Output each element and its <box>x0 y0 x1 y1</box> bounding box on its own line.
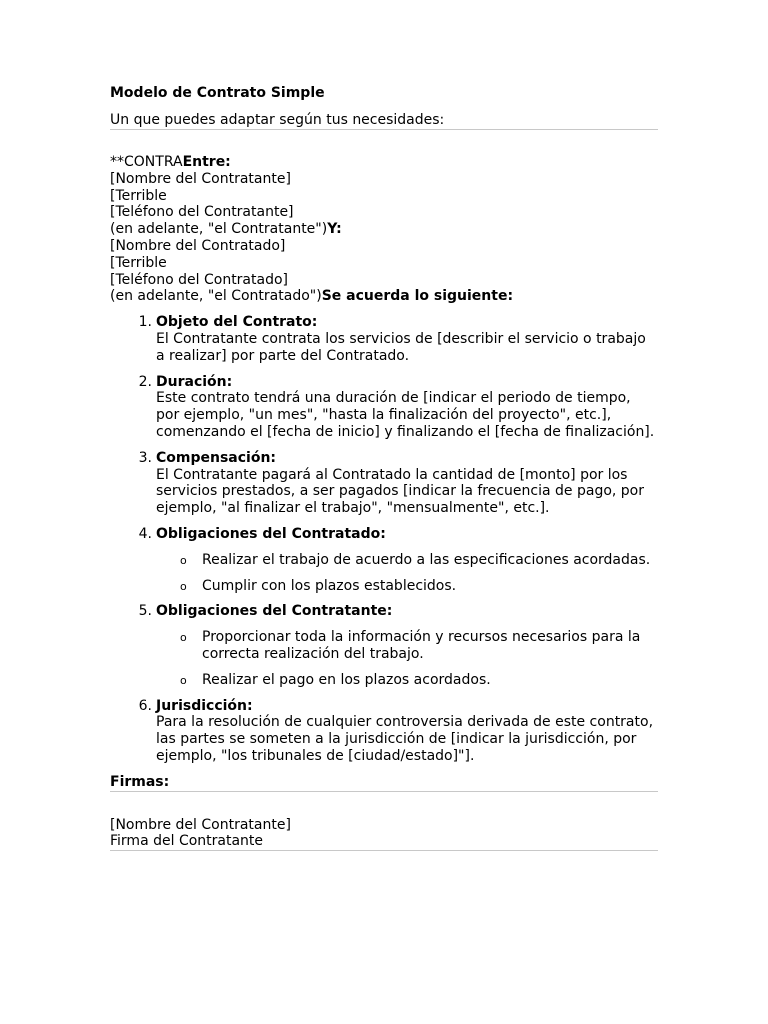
clause-heading: Objeto del Contrato: <box>156 314 318 331</box>
clause-body: El Contratante pagará al Contratado la cantidad de [monto] por los servicios prestados, a ser pagados [indicar la frecuencia de pago, por ejemplo, "al finalizar el trabajo", "mensualmente", etc.]. <box>156 466 645 517</box>
clause-item <box>138 603 658 688</box>
contract-document <box>110 84 658 851</box>
list-item-text: Proporcionar toda la información y recursos necesarios para la correcta realización del trabajo. <box>202 629 641 662</box>
clause-heading: Obligaciones del Contratante: <box>156 603 393 620</box>
list-item <box>180 551 658 569</box>
clause-number: 3. <box>138 449 152 466</box>
contratado-name: [Nombre del Contratado] <box>110 237 286 254</box>
parties-header <box>110 154 658 171</box>
clause-item <box>138 314 658 364</box>
divider <box>110 129 658 130</box>
clause-body: Este contrato tendrá una duración de [indicar el periodo de tiempo, por ejemplo, "un mes", "hasta la finalización del proyecto", etc.], comenzando el [fecha de inicio] y finalizando el [fecha de finalización]. <box>156 390 655 440</box>
clause-heading: Duración: <box>156 373 233 390</box>
agreement-label: Se acuerda lo siguiente: <box>321 288 514 305</box>
contratante-phone: [Teléfono del Contratante] <box>110 204 294 221</box>
contratado-alias-line <box>110 288 658 305</box>
list-item-text: Realizar el pago en los plazos acordados. <box>202 671 491 688</box>
clause-number: 5. <box>138 603 152 620</box>
signature-label: Firma del Contratante <box>110 833 264 850</box>
obligations-list <box>156 629 658 688</box>
parties-block <box>110 154 658 305</box>
clause-number: 6. <box>138 697 152 714</box>
between-label: Entre: <box>182 154 231 170</box>
contratado-phone: [Teléfono del Contratado] <box>110 271 288 288</box>
contratante-alias-line <box>110 221 658 238</box>
contratante-name: [Nombre del Contratante] <box>110 170 291 187</box>
signature-name: [Nombre del Contratante] <box>110 816 291 833</box>
parties-prefix: **CONTRA <box>110 154 183 170</box>
clause-number: 1. <box>138 314 152 331</box>
divider <box>110 791 658 792</box>
obligations-list <box>156 552 658 595</box>
contratado-terrible: [Terrible <box>110 254 167 271</box>
list-item <box>180 671 658 689</box>
clause-body: El Contratante contrata los servicios de [describir el servicio o trabajo a realizar] por parte del Contratado. <box>156 330 646 364</box>
y-label: Y: <box>327 221 342 238</box>
signatures-heading: Firmas: <box>110 773 170 790</box>
clause-item <box>138 697 658 765</box>
clause-number: 2. <box>138 373 152 390</box>
bullet-icon: o <box>180 673 187 687</box>
contratante-alias: (en adelante, "el Contratante") <box>110 221 328 238</box>
clause-item <box>138 525 658 594</box>
bullet-icon: o <box>180 579 187 593</box>
contratado-alias: (en adelante, "el Contratado") <box>110 288 322 305</box>
list-item-text: Realizar el trabajo de acuerdo a las especificaciones acordadas. <box>202 551 651 568</box>
clause-item <box>138 373 658 441</box>
document-intro: Un que puedes adaptar según tus necesidades: <box>110 112 445 128</box>
clause-item <box>138 449 658 517</box>
bullet-icon: o <box>180 553 187 567</box>
signature-block <box>110 817 658 851</box>
clause-body: Para la resolución de cualquier controversia derivada de este contrato, las partes se someten a la jurisdicción de [indicar la jurisdicción, por ejemplo, "los tribunales de [ciudad/estado]"]. <box>156 714 654 764</box>
divider <box>110 850 658 851</box>
clause-heading: Obligaciones del Contratado: <box>156 525 386 542</box>
contratante-terrible: [Terrible <box>110 187 167 204</box>
bullet-icon: o <box>180 631 187 645</box>
clauses-list <box>110 314 658 765</box>
clause-heading: Jurisdicción: <box>156 697 253 714</box>
document-title: Modelo de Contrato Simple <box>110 85 325 101</box>
list-item-text: Cumplir con los plazos establecidos. <box>202 577 457 594</box>
list-item <box>180 577 658 595</box>
list-item <box>180 629 658 663</box>
clause-number: 4. <box>138 525 152 542</box>
clause-heading: Compensación: <box>156 449 277 466</box>
